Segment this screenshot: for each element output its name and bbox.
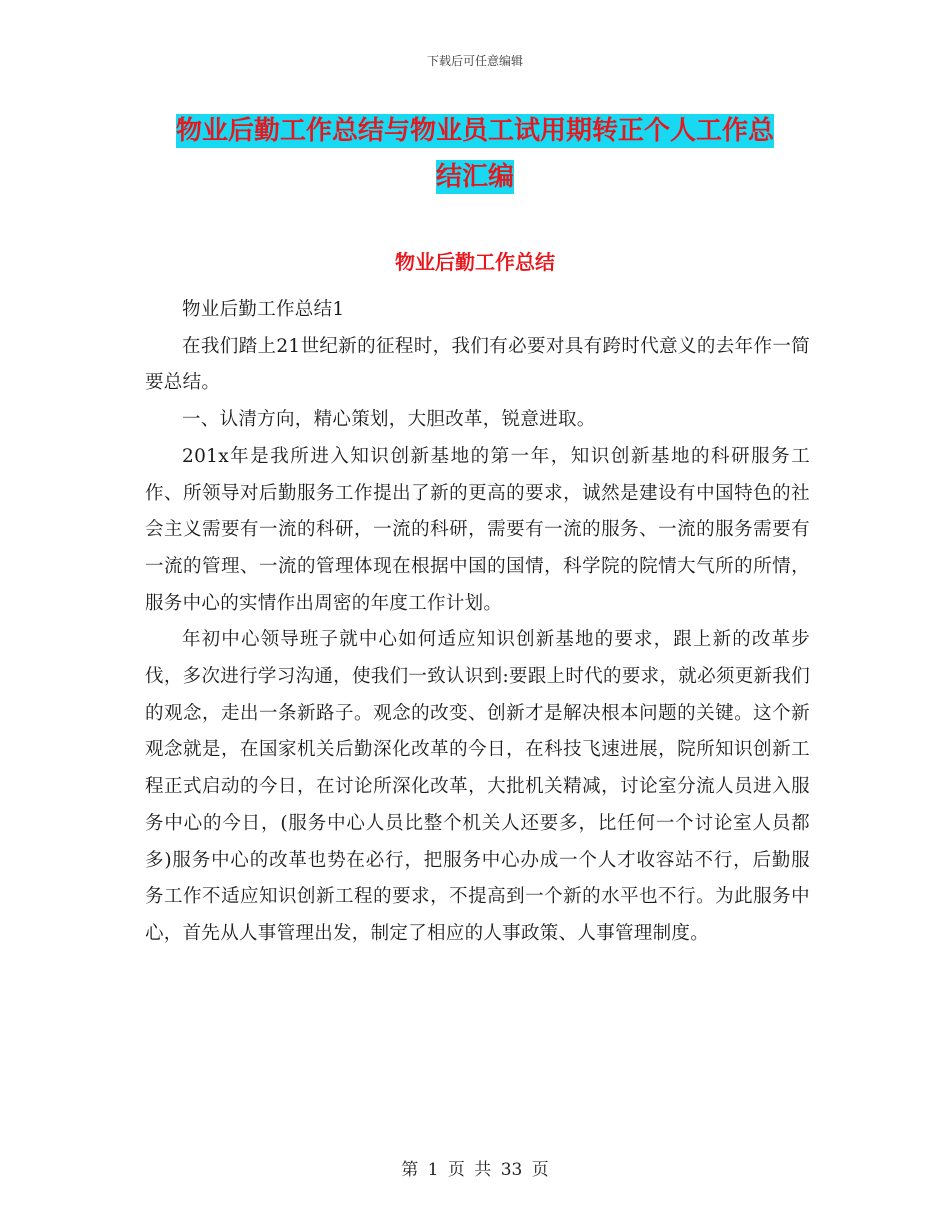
- paragraph-subtitle: 物业后勤工作总结1: [182, 299, 345, 320]
- document-title-line-1: 物业后勤工作总结与物业员工试用期转正个人工作总: [175, 116, 774, 146]
- paragraph-body: 年初中心领导班子就中心如何适应知识创新基地的要求，跟上新的改革步伐，多次进行学习沟通，使我们一致认识到:要跟上时代的要求，就必须更新我们的观念，走出一条新路子。观念的改变、创新才是解决根本问题的关键。这个新观念就是，在国家机关后勤深化改革的今日，在科技飞速进展，院所知识创新工程正式启动的今日，在讨论所深化改革，大批机关精减，讨论室分流人员进入服务中心的今日，(服务中心人员比整个机关人还要多，比任何一个讨论室人员都多)服务中心的改革也势在必行，把服务中心办成一个人才收容站不行，后勤服务工作不适应知识创新工程的要求，不提高到一个新的水平也不行。为此服务中心，首先从人事管理出发，制定了相应的人事政策、人事管理制度。: [145, 629, 810, 944]
- document-title: [0, 108, 950, 200]
- page-number-footer: 第 1 页 共 33 页: [401, 1160, 549, 1180]
- section-title: 物业后勤工作总结: [395, 250, 555, 274]
- paragraph-body: 201x年是我所进入知识创新基地的第一年，知识创新基地的科研服务工作、所领导对后勤服务工作提出了新的更高的要求，诚然是建设有中国特色的社会主义需要有一流的科研，一流的科研，需要有一流的服务、一流的服务需要有一流的管理、一流的管理体现在根据中国的国情，科学院的院情大气所的所情，服务中心的实情作出周密的年度工作计划。: [145, 445, 810, 614]
- paragraph-intro: 在我们踏上21世纪新的征程时，我们有必要对具有跨时代意义的去年作一简要总结。: [145, 335, 810, 394]
- document-title-line-2: 结汇编: [435, 162, 514, 192]
- page-header-note: 下载后可任意编辑: [426, 54, 523, 68]
- paragraph-heading-one: 一、认清方向，精心策划，大胆改革，锐意进取。: [182, 409, 596, 431]
- document-body: [145, 292, 810, 953]
